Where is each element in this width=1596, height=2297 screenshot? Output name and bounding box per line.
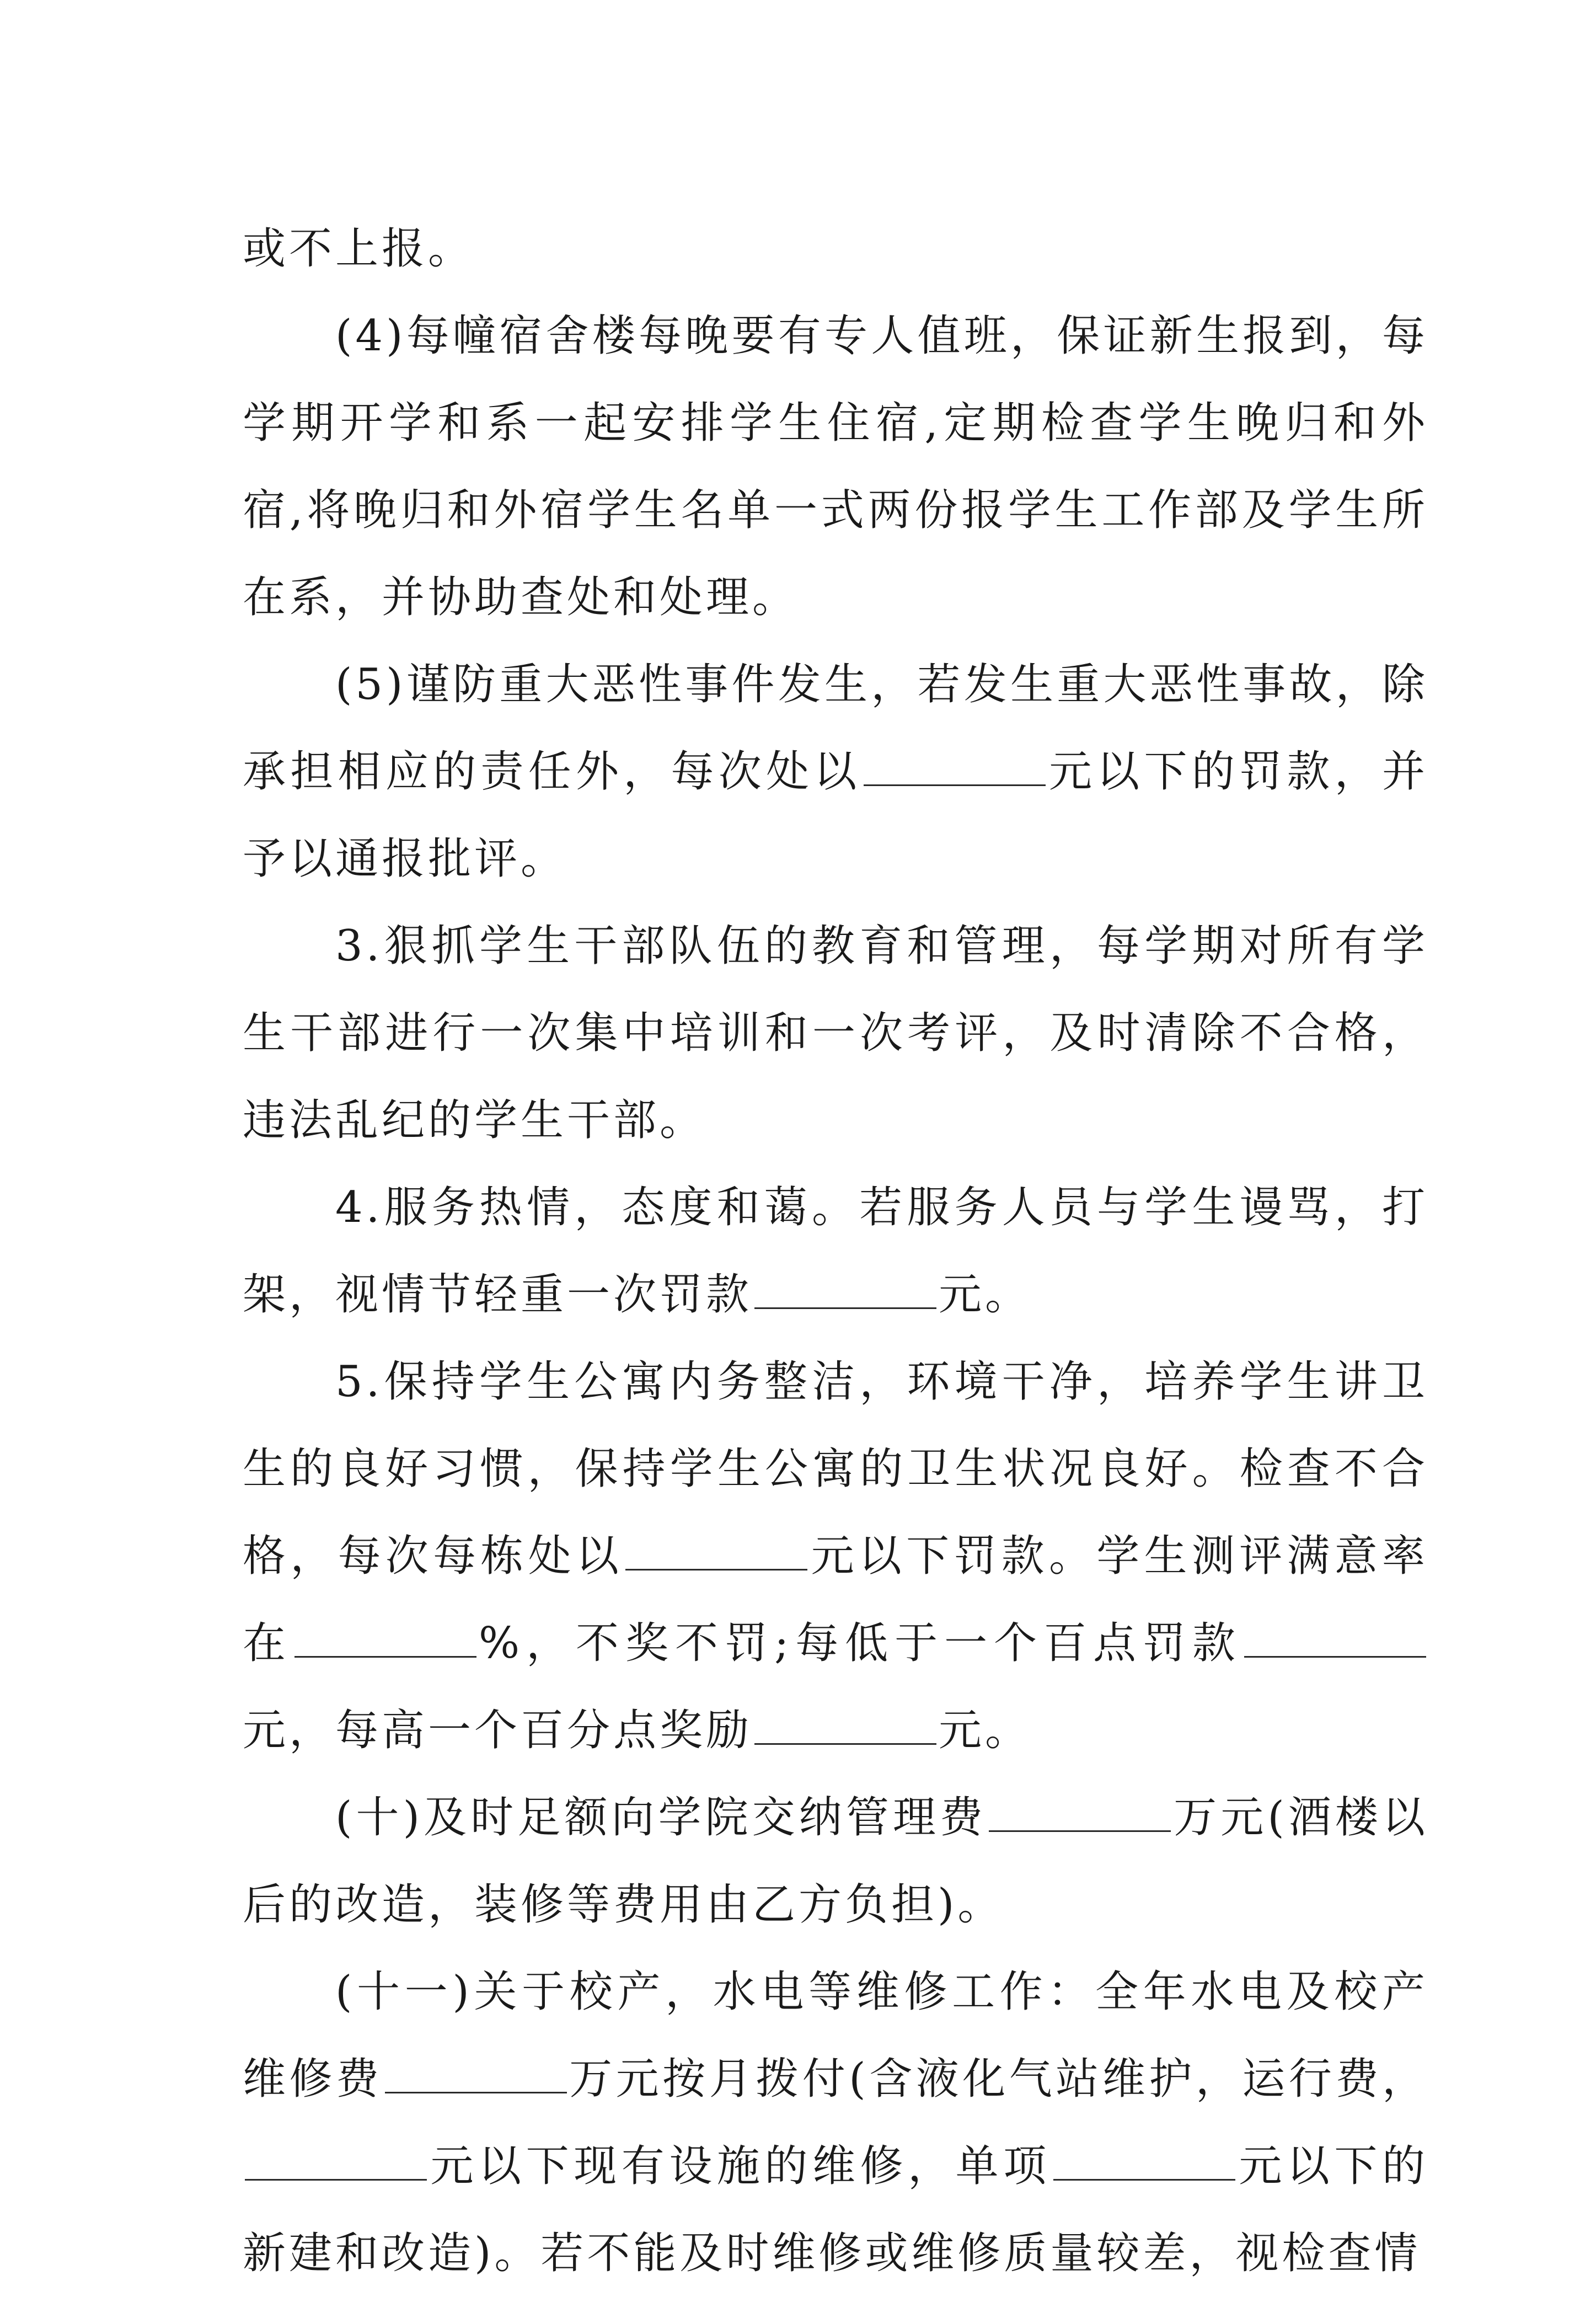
text-segment: (十一)关于校产，水电等维修工作：全年水电及校产维修费 bbox=[243, 1967, 1428, 2104]
fill-in-blank bbox=[864, 784, 1046, 786]
text-segment: 元，每高一个百分点奖励 bbox=[243, 1706, 753, 1755]
paragraph-7 bbox=[243, 1948, 1428, 2297]
text-segment: (5)谨防重大恶性事件发生，若发生重大恶性事故，除承担相应的责任外，每次处以 bbox=[243, 660, 1428, 797]
text-segment: 元。 bbox=[939, 1706, 1032, 1755]
text-segment: 3.狠抓学生干部队伍的教育和管理，每学期对所有学生干部进行一次集中培训和一次考评，及时清除不合格，违法乱纪的学生干部。 bbox=[243, 921, 1428, 1145]
paragraph-3 bbox=[243, 902, 1428, 1164]
text-segment: 或不上报。 bbox=[243, 224, 475, 274]
text-segment: 元以下现有设施的维修，单项 bbox=[429, 2141, 1051, 2191]
text-segment: 万元(酒楼以后的改造，装修等费用由乙方负担)。 bbox=[243, 1793, 1428, 1930]
paragraph-4 bbox=[243, 1164, 1428, 1338]
paragraph-1 bbox=[243, 292, 1428, 641]
paragraph-5 bbox=[243, 1338, 1428, 1774]
fill-in-blank bbox=[1053, 2178, 1235, 2181]
paragraph-0 bbox=[243, 205, 1428, 292]
text-segment: 元以下的罚款，并予以通报批评。 bbox=[243, 747, 1428, 884]
fill-in-blank bbox=[294, 1655, 476, 1658]
fill-in-blank bbox=[245, 2178, 427, 2181]
fill-in-blank bbox=[625, 1568, 807, 1570]
text-segment: (十)及时足额向学院交纳管理费 bbox=[335, 1793, 987, 1842]
paragraph-6 bbox=[243, 1774, 1428, 1948]
paragraph-2 bbox=[243, 641, 1428, 902]
fill-in-blank bbox=[1244, 1655, 1426, 1658]
text-segment: 万元按月拨付(含液化气站维护，运行费， bbox=[569, 2054, 1428, 2104]
text-segment: %，不奖不罚;每低于一个百点罚款 bbox=[478, 1618, 1242, 1668]
text-segment: 5.保持学生公寓内务整洁，环境干净，培养学生讲卫生的良好习惯，保持学生公寓的卫生状况良好。检查不合格，每次每栋处以 bbox=[243, 1357, 1428, 1581]
text-segment: 元以下的新建和改造)。若不能及时维修或维修质量较差，视检查情 bbox=[243, 2141, 1428, 2278]
document-body bbox=[243, 205, 1428, 2297]
fill-in-blank bbox=[385, 2091, 567, 2093]
text-segment: (4)每幢宿舍楼每晚要有专人值班，保证新生报到，每学期开学和系一起安排学生住宿,定期检查学生晚归和外宿,将晚归和外宿学生名单一式两份报学生工作部及学生所在系，并协助查处和处理。 bbox=[243, 311, 1428, 622]
fill-in-blank bbox=[989, 1830, 1171, 1832]
fill-in-blank bbox=[754, 1307, 936, 1309]
fill-in-blank bbox=[754, 1743, 936, 1745]
text-segment: 元。 bbox=[939, 1270, 1032, 1320]
text-segment: 4.服务热情，态度和蔼。若服务人员与学生谩骂，打架，视情节轻重一次罚款 bbox=[243, 1183, 1428, 1320]
text-segment: 元以下罚款。学生测评满意率在 bbox=[243, 1531, 1428, 1668]
